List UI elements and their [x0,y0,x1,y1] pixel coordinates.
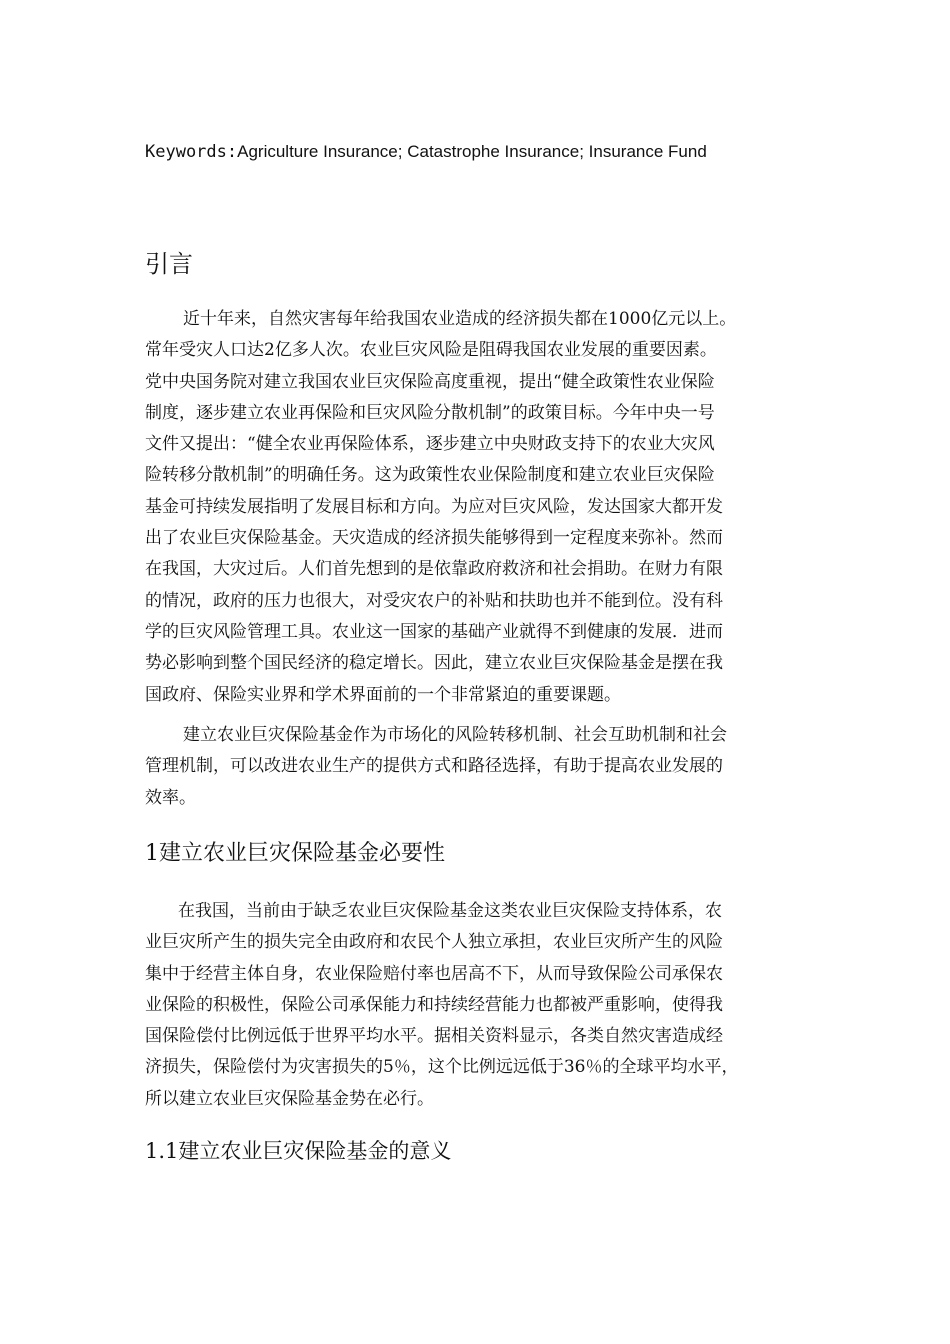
paragraph-line: 势必影响到整个国民经济的稳定增长。因此，建立农业巨灾保险基金是摆在我 [145,653,723,674]
paragraph-line: 出了农业巨灾保险基金。天灾造成的经济损失能够得到一定程度来弥补。然而 [145,528,723,549]
keywords-label: Keywords: [145,142,238,162]
keywords-line [145,139,905,165]
paragraph-line: 业巨灾所产生的损失完全由政府和农民个人独立承担，农业巨灾所产生的风险 [145,932,723,953]
paragraph-line: 国保险偿付比例远低于世界平均水平。据相关资料显示，各类自然灾害造成经 [145,1026,723,1047]
paragraph-line: 在我国，当前由于缺乏农业巨灾保险基金这类农业巨灾保险支持体系，农 [178,901,722,921]
paragraph-line: 济损失，保险偿付为灾害损失的5％，这个比例远远低于36％的全球平均水平， [145,1057,739,1078]
section-1-heading: 1建立农业巨灾保险基金必要性 [145,841,445,866]
paragraph-line: 管理机制，可以改进农业生产的提供方式和路径选择，有助于提高农业发展的 [145,756,723,777]
paragraph-line: 业保险的积极性，保险公司承保能力和持续经营能力也都被严重影响，使得我 [145,994,723,1015]
paragraph-line: 所以建立农业巨灾保险基金势在必行。 [145,1088,434,1109]
intro-heading: 引言 [145,250,193,278]
paragraph-line: 国政府、保险实业界和学术界面前的一个非常紧迫的重要课题。 [145,684,621,705]
section-1-1-heading: 1.1建立农业巨灾保险基金的意义 [145,1139,452,1163]
paragraph-line: 学的巨灾风险管理工具。农业这一国家的基础产业就得不到健康的发展．进而 [145,621,723,642]
keywords-text: Agriculture Insurance; Catastrophe Insurance; Insurance Fund [237,142,707,161]
paragraph-line: 近十年来，自然灾害每年给我国农业造成的经济损失都在1000亿元以上。 [183,309,737,329]
paragraph-line: 常年受灾人口达2亿多人次。农业巨灾风险是阻碍我国农业发展的重要因素。 [145,340,717,361]
paragraph-line: 基金可持续发展指明了发展目标和方向。为应对巨灾风险，发达国家大都开发 [145,496,723,517]
intro-paragraph-1 [145,304,805,711]
paragraph-line: 文件又提出：“健全农业再保险体系，逐步建立中央财政支持下的农业大灾风 [145,434,715,455]
section-1-paragraph [145,896,805,1115]
paragraph-line: 险转移分散机制”的明确任务。这为政策性农业保险制度和建立农业巨灾保险 [145,465,715,486]
paragraph-line: 制度，逐步建立农业再保险和巨灾风险分散机制”的政策目标。今年中央一号 [145,402,715,423]
paragraph-line: 集中于经营主体自身，农业保险赔付率也居高不下，从而导致保险公司承保农 [145,963,723,984]
paragraph-line: 建立农业巨灾保险基金作为市场化的风险转移机制、社会互助机制和社会 [183,725,727,745]
paragraph-line: 的情况，政府的压力也很大，对受灾农户的补贴和扶助也并不能到位。没有科 [145,590,723,611]
paragraph-line: 在我国，大灾过后。人们首先想到的是依靠政府救济和社会捐助。在财力有限 [145,559,723,580]
paragraph-line: 党中央国务院对建立我国农业巨灾保险高度重视，提出“健全政策性农业保险 [145,371,715,392]
paragraph-line: 效率。 [145,787,196,808]
intro-paragraph-2 [145,720,805,814]
